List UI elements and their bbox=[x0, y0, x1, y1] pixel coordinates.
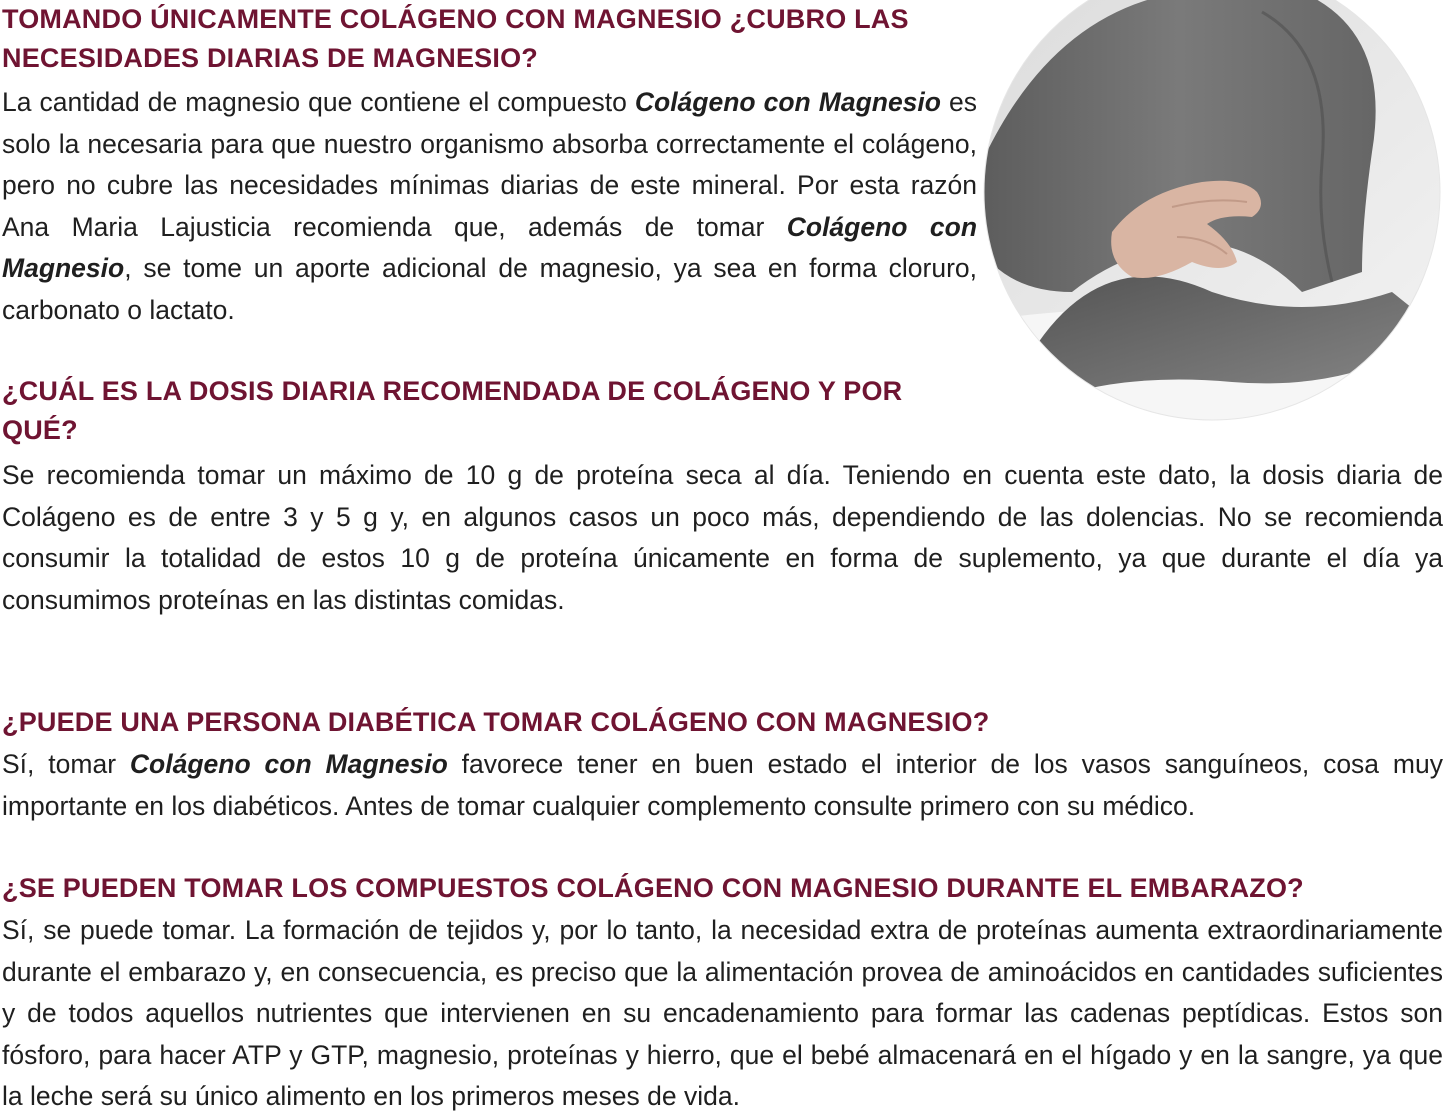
section-body-diabetica bbox=[2, 744, 1443, 827]
body-text: favorece tener en buen estado el interior de los vasos sanguíneos, cosa muy importante en los diabéticos. Antes de tomar cualquier complemento consulte primero con su médico. bbox=[2, 749, 1443, 821]
section-body-magnesio bbox=[2, 82, 977, 331]
body-text: Sí, se puede tomar. La formación de tejidos y, por lo tanto, la necesidad extra de proteínas aumenta extraordinariamente durante el embarazo y, en consecuencia, es preciso que la alimentación provea de aminoácidos en cantidades suficientes y de todos aquellos nutrientes que intervienen en su encadenamiento para formar las cadenas peptídicas. Estos son fósforo, para hacer ATP y GTP, magnesio, proteínas y hierro, que el bebé almacenará en el hígado y en la sangre, ya que la leche será su único alimento en los primeros meses de vida. bbox=[2, 915, 1443, 1111]
product-name: Colágeno con Magnesio bbox=[2, 211, 978, 283]
body-text: es solo la necesaria para que nuestro organismo absorba correctamente el colágeno, pero no cubre las necesidades mínimas diarias de este mineral. Por esta razón Ana Maria Lajusticia recomienda que, además de tomar bbox=[2, 87, 977, 242]
section-heading-magnesio: TOMANDO ÚNICAMENTE COLÁGENO CON MAGNESIO ¿CUBRO LAS NECESIDADES DIARIAS DE MAGNESIO? bbox=[2, 4, 909, 73]
body-text: Sí, tomar bbox=[2, 749, 130, 779]
section-body-embarazo bbox=[2, 910, 1443, 1118]
body-text: , se tome un aporte adicional de magnesio, ya sea en forma cloruro, carbonato o lactato. bbox=[2, 253, 977, 325]
section-body-dosis bbox=[2, 455, 1443, 621]
product-name: Colágeno con Magnesio bbox=[634, 87, 941, 117]
leg-pain-photo bbox=[972, 0, 1445, 432]
product-name: Colágeno con Magnesio bbox=[129, 749, 448, 779]
section-heading-embarazo: ¿SE PUEDEN TOMAR LOS COMPUESTOS COLÁGENO CON MAGNESIO DURANTE EL EMBARAZO? bbox=[2, 873, 1304, 903]
body-text: Se recomienda tomar un máximo de 10 g de proteína seca al día. Teniendo en cuenta este dato, la dosis diaria de Colágeno es de entre 3 y 5 g y, en algunos casos un poco más, dependiendo de las dolencias. No se recomienda consumir la totalidad de estos 10 g de proteína únicamente en forma de suplemento, ya que durante el día ya consumimos proteínas en las distintas comidas. bbox=[2, 460, 1443, 615]
section-heading-diabetica: ¿PUEDE UNA PERSONA DIABÉTICA TOMAR COLÁGENO CON MAGNESIO? bbox=[2, 707, 990, 737]
body-text: La cantidad de magnesio que contiene el compuesto bbox=[2, 87, 635, 117]
section-heading-dosis: ¿CUÁL ES LA DOSIS DIARIA RECOMENDADA DE COLÁGENO Y POR QUÉ? bbox=[2, 376, 903, 445]
